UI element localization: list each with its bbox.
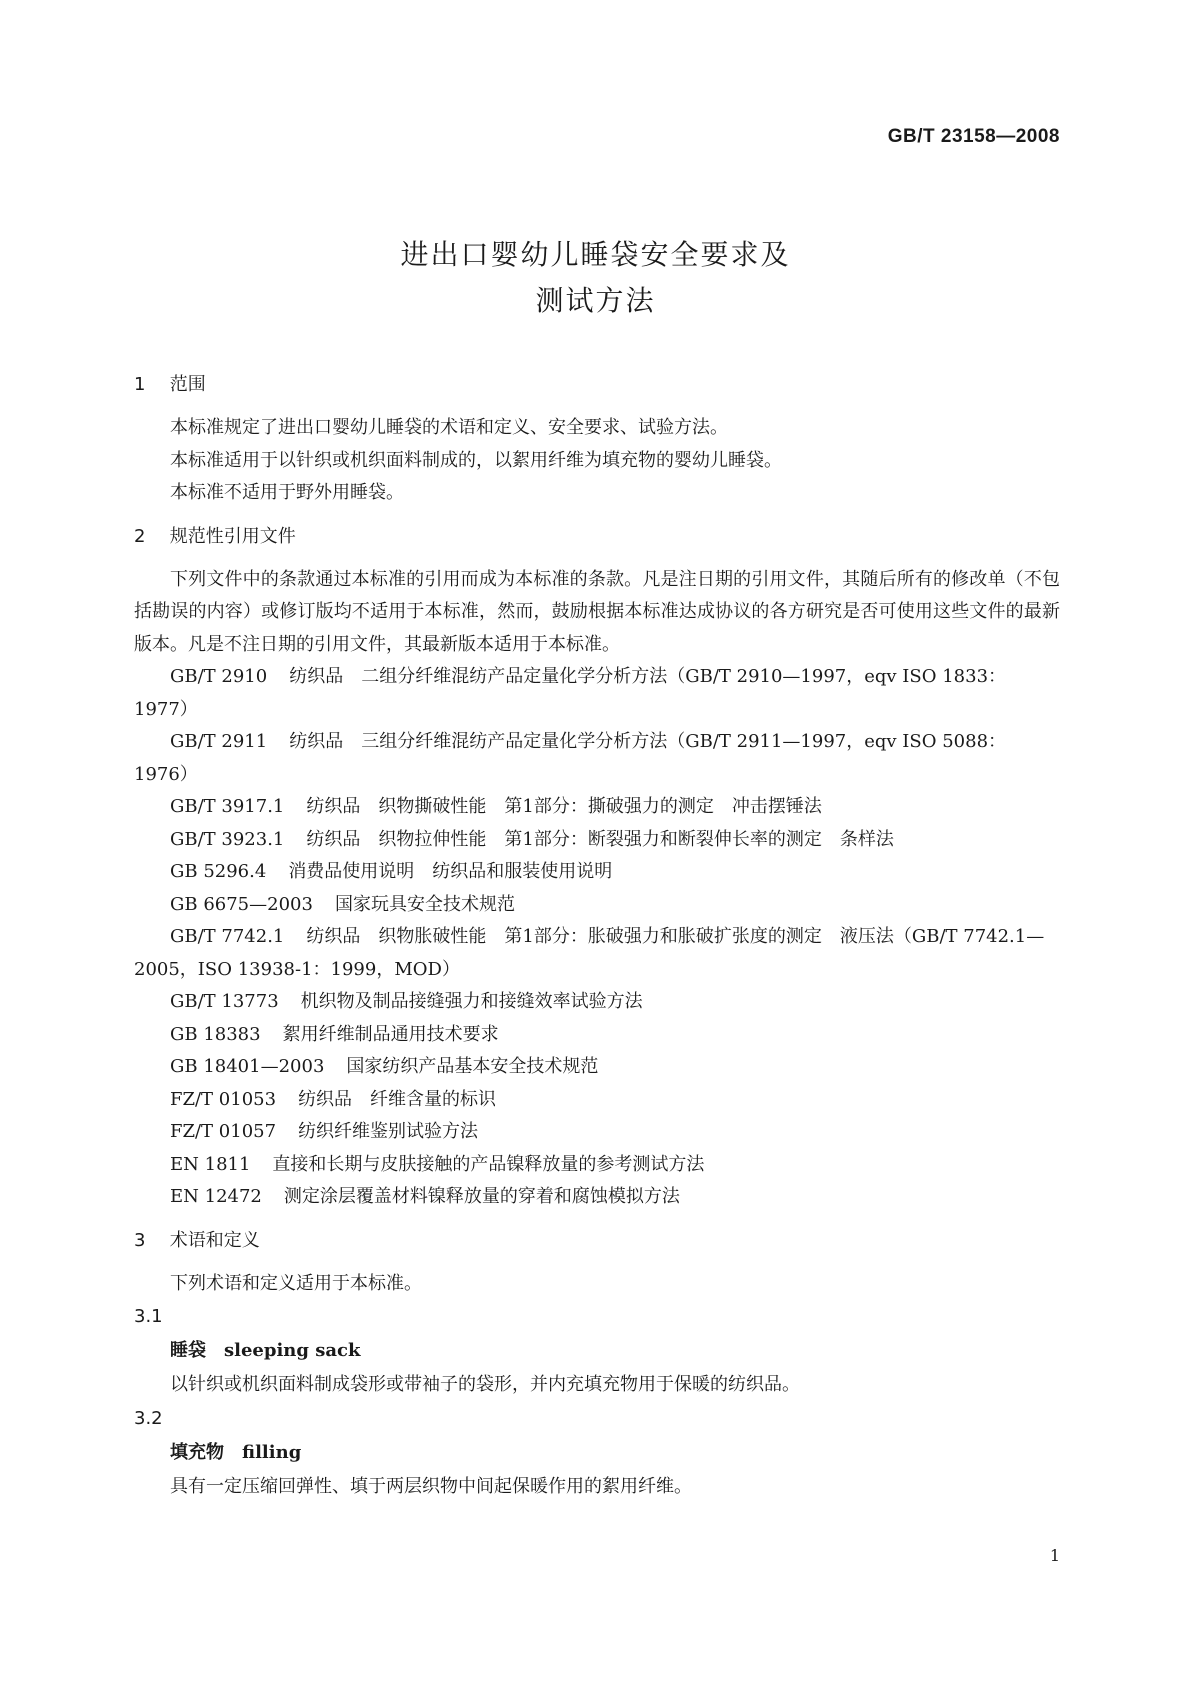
term-en: filling <box>242 1442 302 1463</box>
reference-item <box>134 1116 1060 1149</box>
term-zh: 填充物 <box>170 1442 224 1463</box>
reference-item <box>134 791 1060 824</box>
document-body <box>134 370 1060 1504</box>
reference-item <box>134 889 1060 922</box>
paragraph: 本标准适用于以针织或机织面料制成的，以絮用纤维为填充物的婴幼儿睡袋。 <box>170 449 782 471</box>
reference-title: 纺织品 三组分纤维混纺产品定量化学分析方法（GB/T 2911—1997，eqv ISO 5088：1976） <box>134 731 1007 785</box>
paragraph: 本标准规定了进出口婴幼儿睡袋的术语和定义、安全要求、试验方法。 <box>170 417 728 438</box>
reference-title: 纺织品 织物拉伸性能 第1部分：断裂强力和断裂伸长率的测定 条样法 <box>306 828 894 850</box>
document-title <box>0 232 1191 324</box>
reference-title: 絮用纤维制品通用技术要求 <box>282 1023 499 1045</box>
page-number: 1 <box>1049 1546 1060 1565</box>
section-heading-2 <box>134 522 1060 552</box>
reference-title: 纺织品 织物胀破性能 第1部分：胀破强力和胀破扩张度的测定 液压法（GB/T 7742.1—2005，ISO 13938-1：1999，MOD） <box>134 926 1045 980</box>
reference-code: GB 18383 <box>170 1023 261 1045</box>
term-definition: 具有一定压缩回弹性、填于两层织物中间起保暖作用的絮用纤维。 <box>170 1476 692 1497</box>
reference-title: 直接和长期与皮肤接触的产品镍释放量的参考测试方法 <box>272 1153 705 1175</box>
section-heading-1 <box>134 370 1060 400</box>
reference-code: FZ/T 01057 <box>170 1121 277 1142</box>
section-title: 术语和定义 <box>169 1229 260 1251</box>
section-number: 3 <box>134 1229 146 1251</box>
reference-code: GB/T 13773 <box>170 991 279 1012</box>
reference-item <box>134 1019 1060 1052</box>
section-number: 2 <box>134 525 146 547</box>
term-heading <box>134 1436 1060 1470</box>
reference-item <box>134 824 1060 857</box>
section-heading-3 <box>134 1226 1060 1256</box>
subsection-number: 3.1 <box>134 1306 163 1327</box>
reference-code: GB 18401—2003 <box>170 1056 325 1077</box>
reference-code: GB/T 3917.1 <box>170 796 285 817</box>
reference-title: 消费品使用说明 纺织品和服装使用说明 <box>288 861 613 882</box>
reference-item <box>134 1084 1060 1117</box>
reference-title: 纺织品 织物撕破性能 第1部分：撕破强力的测定 冲击摆锤法 <box>306 796 822 817</box>
reference-item <box>134 726 1060 791</box>
reference-title: 国家玩具安全技术规范 <box>334 893 515 915</box>
section-title: 范围 <box>169 374 206 395</box>
reference-item <box>134 856 1060 889</box>
reference-code: EN 1811 <box>170 1153 251 1175</box>
term-en: sleeping sack <box>224 1340 361 1361</box>
section-number: 1 <box>134 374 146 395</box>
title-line-1: 进出口婴幼儿睡袋安全要求及 <box>400 238 791 271</box>
term-definition: 以针织或机织面料制成袋形或带袖子的袋形，并内充填充物用于保暖的纺织品。 <box>170 1374 800 1395</box>
reference-item <box>134 921 1060 986</box>
reference-item <box>134 1181 1060 1214</box>
title-line-2: 测试方法 <box>535 284 656 317</box>
reference-title: 纺织品 纤维含量的标识 <box>298 1088 497 1110</box>
paragraph: 下列文件中的条款通过本标准的引用而成为本标准的条款。凡是注日期的引用文件，其随后所有的修改单（不包括勘误的内容）或修订版均不适用于本标准，然而，鼓励根据本标准达成协议的各方研究是否可使用这些文件的最新版本。凡是不注日期的引用文件，其最新版本适用于本标准。 <box>134 568 1060 655</box>
term-heading <box>134 1334 1060 1368</box>
reference-item <box>134 1051 1060 1084</box>
paragraph: 本标准不适用于野外用睡袋。 <box>170 482 404 503</box>
reference-code: GB 5296.4 <box>170 861 267 882</box>
reference-code: EN 12472 <box>170 1186 262 1207</box>
reference-title: 测定涂层覆盖材料镍释放量的穿着和腐蚀模拟方法 <box>283 1186 680 1207</box>
reference-item <box>134 661 1060 726</box>
reference-title: 纺织品 二组分纤维混纺产品定量化学分析方法（GB/T 2910—1997，eqv ISO 1833：1977） <box>134 666 1007 720</box>
reference-code: GB/T 2911 <box>170 731 268 752</box>
reference-code: GB 6675—2003 <box>170 893 313 915</box>
reference-code: GB/T 3923.1 <box>170 828 285 850</box>
reference-code: FZ/T 01053 <box>170 1088 277 1110</box>
reference-title: 国家纺织产品基本安全技术规范 <box>346 1056 599 1077</box>
reference-title: 纺织纤维鉴别试验方法 <box>298 1121 479 1142</box>
reference-code: GB/T 7742.1 <box>170 926 285 947</box>
section-title: 规范性引用文件 <box>169 525 296 547</box>
paragraph: 下列术语和定义适用于本标准。 <box>170 1272 422 1294</box>
reference-title: 机织物及制品接缝强力和接缝效率试验方法 <box>300 991 643 1012</box>
standard-number: GB/T 23158—2008 <box>887 126 1060 147</box>
subsection-number: 3.2 <box>134 1408 163 1429</box>
reference-item <box>134 986 1060 1019</box>
reference-code: GB/T 2910 <box>170 666 268 687</box>
reference-item <box>134 1149 1060 1182</box>
term-zh: 睡袋 <box>170 1340 206 1361</box>
